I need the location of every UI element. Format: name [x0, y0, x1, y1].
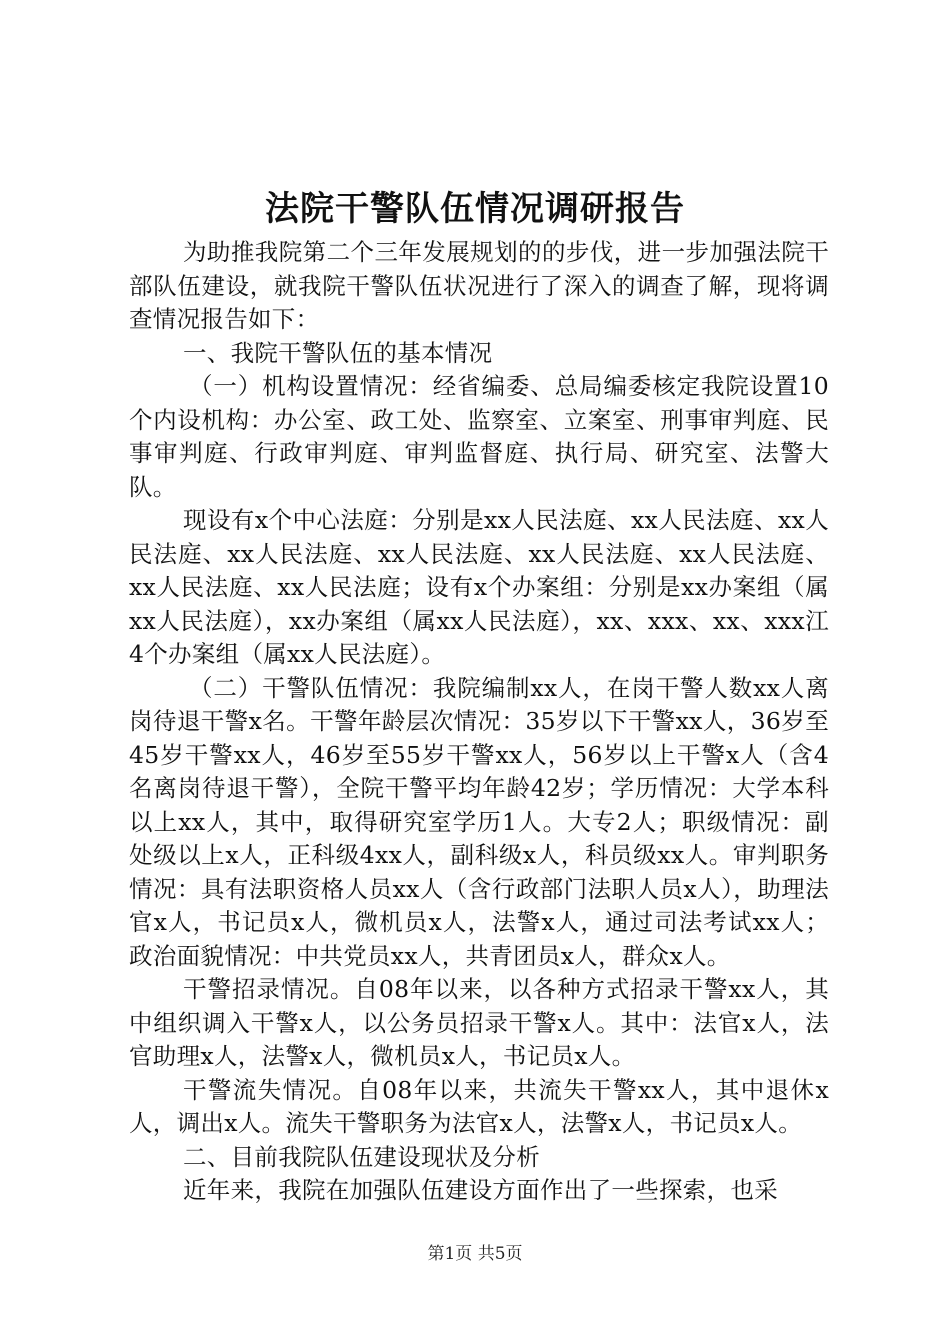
section-heading-1: 一、我院干警队伍的基本情况 — [183, 338, 493, 367]
document-title: 法院干警队伍情况调研报告 — [265, 189, 685, 229]
document-body — [129, 236, 829, 1208]
section-heading-2: 二、目前我院队伍建设现状及分析 — [183, 1142, 540, 1171]
court-list-paragraph: 现设有x个中心法庭：分别是xx人民法庭、xx人民法庭、xx人民法庭、xx人民法庭、xx人民法庭、xx人民法庭、xx人民法庭、xx人民法庭、xx人民法庭；设有x个办案组：分别是xx办案组（属xx人民法庭），xx办案组（属xx人民法庭），xx、xxx、xx、xxx江4个办案组（属xx人民法庭）。 — [129, 506, 829, 668]
recruitment-paragraph: 干警招录情况。自08年以来，以各种方式招录干警xx人，其中组织调入干警x人，以公务员招录干警x人。其中：法官x人，法官助理x人，法警x人，微机员x人，书记员x人。 — [129, 975, 829, 1070]
page-footer: 第1页 共5页 — [427, 1244, 523, 1264]
attrition-paragraph: 干警流失情况。自08年以来，共流失干警xx人，其中退休x人，调出x人。流失干警职务为法官x人，法警x人，书记员x人。 — [129, 1075, 829, 1137]
staff-status-paragraph: （二）干警队伍情况：我院编制xx人，在岗干警人数xx人离岗待退干警x名。干警年龄层次情况：35岁以下干警xx人，36岁至45岁干警xx人，46岁至55岁干警xx人，56岁以上干警x人（含4名离岗待退干警），全院干警平均年龄42岁；学历情况：大学本科以上xx人，其中，取得研究室学历1人。大专2人；职级情况：副处级以上x人，正科级4xx人，副科级x人，科员级xx人。审判职务情况：具有法职资格人员xx人（含行政部门法职人员x人），助理法官x人，书记员x人，微机员x人，法警x人，通过司法考试xx人；政治面貌情况：中共党员xx人，共青团员x人，群众x人。 — [129, 673, 829, 970]
analysis-paragraph: 近年来，我院在加强队伍建设方面作出了一些探索，也采 — [183, 1176, 778, 1204]
intro-paragraph: 为助推我院第二个三年发展规划的的步伐，进一步加强法院干部队伍建设，就我院干警队伍状况进行了深入的调查了解，现将调查情况报告如下： — [129, 238, 829, 333]
org-structure-paragraph: （一）机构设置情况：经省编委、总局编委核定我院设置10个内设机构：办公室、政工处、监察室、立案室、刑事审判庭、民事审判庭、行政审判庭、审判监督庭、执行局、研究室、法警大队。 — [129, 372, 829, 501]
